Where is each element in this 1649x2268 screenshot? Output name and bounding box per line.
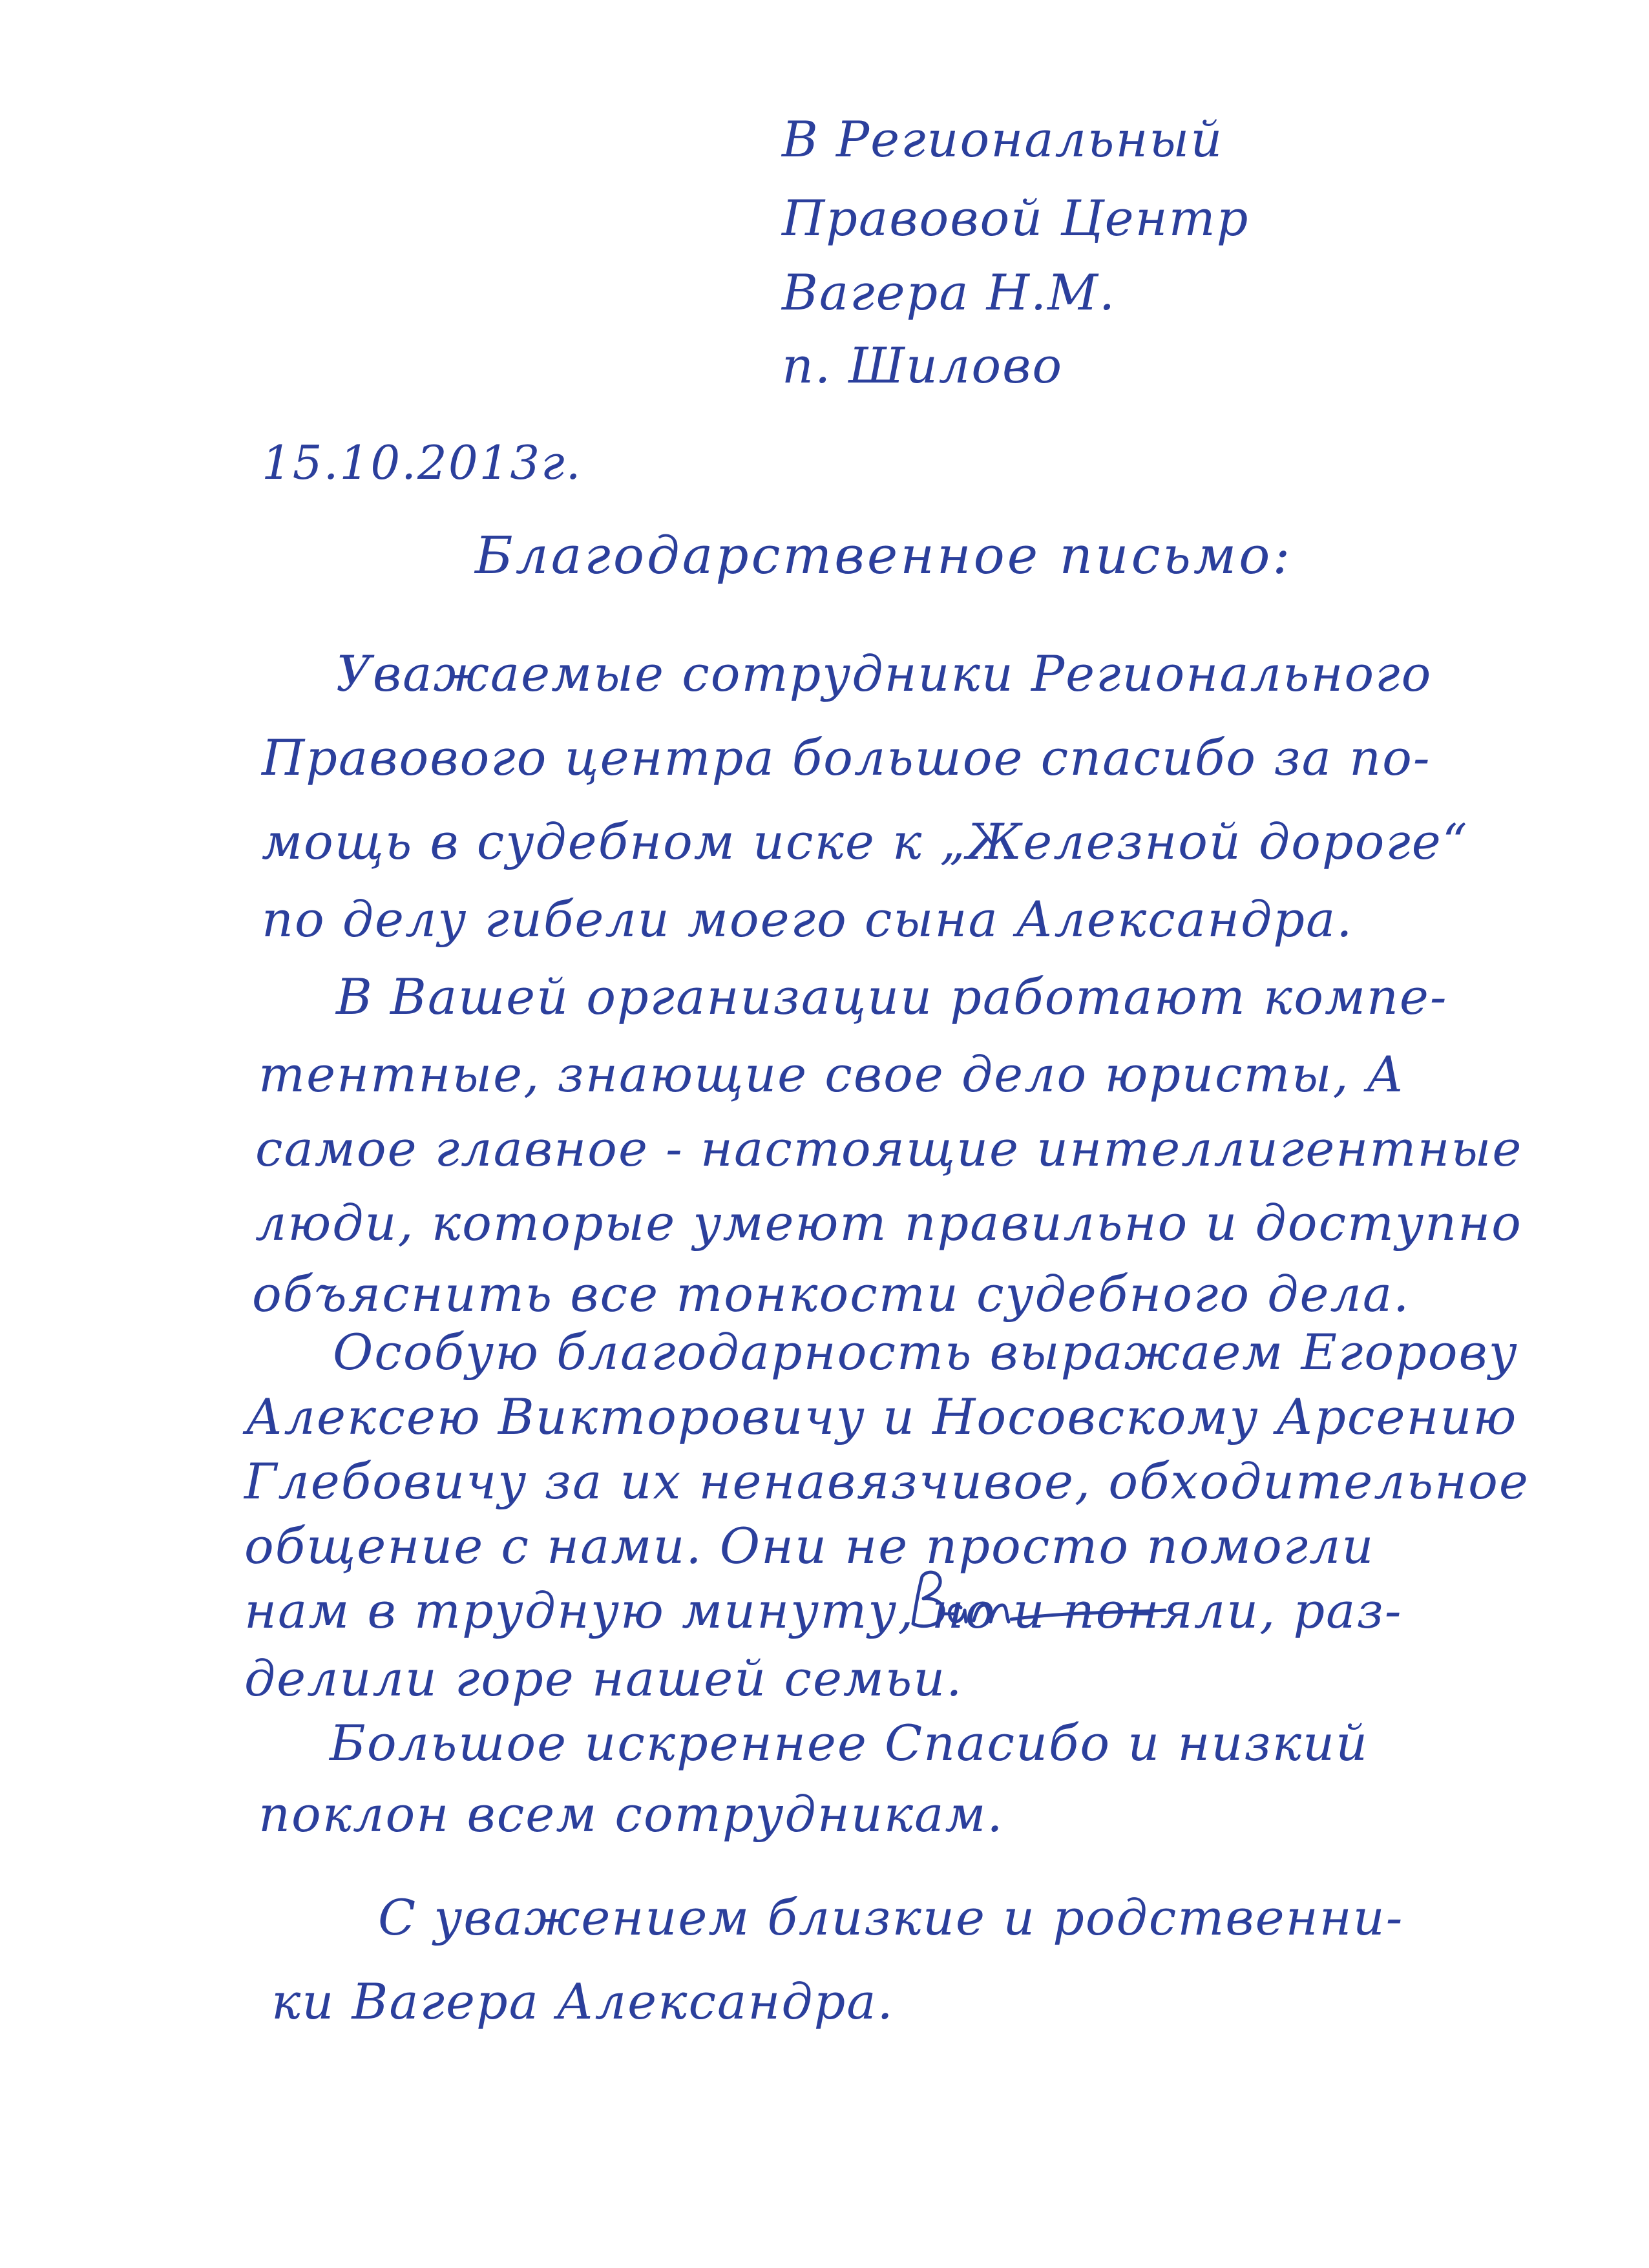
body-line-19: ки Вагера Александра. (271, 1973, 894, 2030)
body-line-16: Большое искреннее Спасибо и низкий (330, 1714, 1369, 1772)
body-line-15: делили горе нашей семьи. (244, 1650, 963, 1707)
body-line-8: люди, которые умеют правильно и доступно (255, 1194, 1522, 1252)
body-line-10: Особую благодарность выражаем Егорову (333, 1323, 1518, 1381)
body-line-11: Алексею Викторовичу и Носовскому Арсению (246, 1388, 1518, 1445)
signature-icon (901, 1562, 1173, 1640)
body-line-14: нам в трудную минуту, но и поняли, раз- (244, 1582, 1403, 1639)
body-line-12: Глебовичу за их ненавязчивое, обходительное (244, 1453, 1529, 1510)
addressee-line-1: В Региональный (782, 110, 1224, 168)
letter-date: 15.10.2013г. (262, 436, 582, 490)
body-line-6: тентные, знающие свое дело юристы, А (258, 1045, 1405, 1103)
addressee-line-4: п. Шилово (782, 337, 1064, 394)
body-line-4: по делу гибели моего сына Александра. (262, 890, 1354, 948)
body-line-5: В Вашей организации работают компе- (336, 968, 1448, 1025)
addressee-line-2: Правовой Центр (782, 189, 1250, 247)
body-line-9: объяснить все тонкости судебного дела. (252, 1265, 1411, 1323)
body-line-7: самое главное - настоящие интеллигентные (255, 1120, 1523, 1177)
body-line-13: общение с нами. Они не просто помогли (244, 1517, 1375, 1575)
body-line-3: мощь в судебном иске к „Железной дороге“ (262, 813, 1469, 870)
body-line-1: Уважаемые сотрудники Регионального (336, 645, 1433, 702)
body-line-18: С уважением близкие и родственни- (378, 1889, 1404, 1946)
letter-heading: Благодарственное письмо: (475, 525, 1293, 585)
body-line-2: Правового центра большое спасибо за по- (262, 729, 1431, 786)
addressee-line-3: Вагера Н.М. (782, 264, 1117, 321)
body-line-17: поклон всем сотрудникам. (258, 1785, 1004, 1843)
